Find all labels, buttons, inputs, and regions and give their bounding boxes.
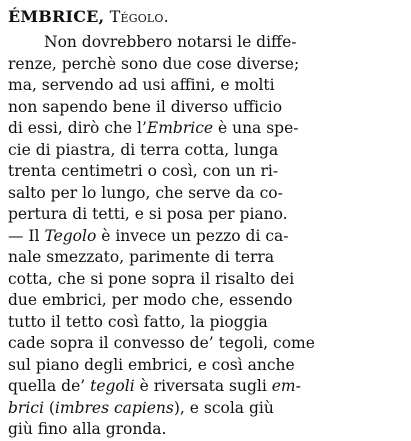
entry-headword: ÉMBRICE, [8, 7, 105, 26]
text-segment: giù fino alla gronda. [8, 420, 167, 438]
italic-segment: em- [271, 377, 301, 395]
italic-segment: Embrice [146, 119, 214, 137]
text-segment: cie di piastra, di terra cotta, lunga [8, 140, 279, 159]
italic-segment: tegoli [90, 377, 135, 395]
text-segment: ( [43, 398, 55, 417]
text-segment: quella de’ [8, 377, 91, 395]
text-segment: sul piano degli embrici, e così anche [8, 355, 295, 374]
text-line [8, 355, 403, 377]
text-line [8, 54, 403, 76]
text-segment: renze, perchè sono due cose diverse; [8, 54, 300, 73]
text-segment: tutto il tetto così fatto, la pioggia [8, 312, 268, 331]
text-line [8, 118, 403, 140]
text-segment: non sapendo bene il diverso ufficio [8, 97, 283, 116]
text-line [8, 333, 403, 355]
text-segment: — Il [8, 226, 45, 245]
text-segment: ma, servendo ad usi affini, e molti [8, 76, 275, 94]
entry-heading [8, 6, 403, 27]
text-segment: nale smezzato, parimente di terra [8, 248, 275, 266]
text-line [8, 140, 403, 162]
text-line [8, 247, 403, 269]
text-line [8, 269, 403, 291]
text-line [8, 226, 403, 248]
text-line [8, 97, 403, 119]
text-segment: ), e scola giù [173, 398, 274, 417]
text-segment: è una spe- [213, 119, 299, 137]
text-segment: Non dovrebbero notarsi le diffe- [44, 33, 297, 51]
text-segment: pertura di tetti, e si posa per piano. [8, 205, 288, 223]
text-line [8, 376, 403, 398]
text-segment: di essi, dirò che l’ [8, 119, 147, 137]
text-line [8, 312, 403, 334]
text-segment: è invece un pezzo di ca- [96, 226, 289, 245]
text-segment: salto per lo lungo, che serve da co- [8, 183, 283, 202]
entry-synonym: Tégolo. [109, 7, 169, 26]
text-segment: cotta, che si pone sopra il risalto dei [8, 269, 295, 288]
text-line [8, 290, 403, 312]
entry-body [8, 32, 403, 441]
text-line [8, 204, 403, 226]
italic-segment: brici [8, 398, 44, 417]
text-line [8, 419, 403, 441]
text-segment: è riversata sugli [134, 377, 272, 395]
text-line [8, 183, 403, 205]
italic-segment: Tegolo [44, 226, 97, 245]
text-line [8, 398, 403, 420]
italic-segment: imbres capiens [54, 398, 174, 417]
text-line [8, 161, 403, 183]
text-segment: trenta centimetri o così, con un ri- [8, 162, 279, 180]
text-line [8, 32, 403, 54]
text-segment: due embrici, per modo che, essendo [8, 291, 293, 309]
text-segment: cade sopra il convesso de’ tegoli, come [8, 334, 315, 352]
text-line [8, 75, 403, 97]
